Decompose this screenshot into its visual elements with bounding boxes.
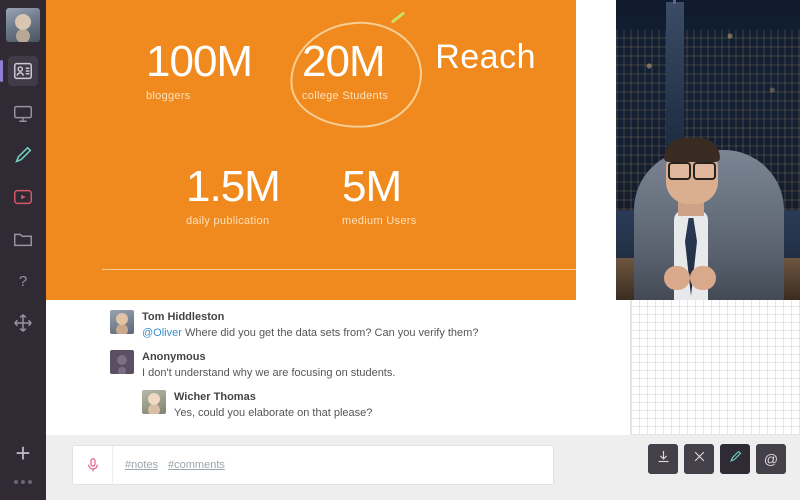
presentation-slide[interactable] [46, 0, 576, 300]
contacts-icon [12, 60, 34, 82]
comment-text [142, 326, 478, 341]
left-sidebar [0, 0, 46, 500]
comment-author: Tom Hiddleston [142, 311, 225, 323]
video-person-glasses [668, 162, 716, 176]
slide-divider [102, 269, 576, 270]
stat-daily-publication [186, 162, 280, 227]
microphone-icon[interactable] [73, 446, 113, 484]
bottom-toolbar [46, 435, 800, 500]
share-icon [12, 312, 34, 334]
stat-label: college Students [302, 90, 389, 102]
presentation-icon [12, 102, 34, 124]
comment-author: Wicher Thomas [174, 391, 256, 403]
sidebar-item-user-avatar[interactable] [6, 8, 40, 42]
comment-body [142, 310, 478, 341]
video-tower [666, 2, 684, 152]
avatar [110, 350, 134, 374]
stat-bloggers [146, 37, 253, 102]
stat-label: bloggers [146, 90, 191, 102]
comment-body [174, 390, 372, 421]
sidebar-item-pen-tool[interactable] [8, 140, 38, 170]
pen-icon [728, 449, 743, 469]
main-stage [46, 0, 800, 500]
stat-number: 1.5M [186, 162, 280, 211]
comment-message: Yes, could you elaborate on that please? [174, 407, 373, 419]
sidebar-item-help[interactable] [8, 266, 38, 296]
video-person-hair [664, 138, 720, 162]
folder-icon [12, 228, 34, 250]
sidebar-item-contacts[interactable] [8, 56, 38, 86]
stat-label: daily publication [186, 215, 270, 227]
notes-grid-panel[interactable] [630, 300, 800, 435]
download-button[interactable] [648, 444, 678, 474]
sidebar-item-presentation[interactable] [8, 98, 38, 128]
pen-button[interactable] [720, 444, 750, 474]
stat-medium-users [342, 162, 417, 227]
avatar [110, 310, 134, 334]
sidebar-item-share[interactable] [8, 308, 38, 338]
sidebar-top-group [0, 0, 46, 344]
stat-number: 5M [342, 162, 402, 211]
comment-composer[interactable] [72, 445, 554, 485]
tag-notes[interactable]: #notes [125, 459, 159, 471]
comment-item[interactable] [142, 390, 630, 421]
sidebar-item-video[interactable] [8, 182, 38, 212]
sidebar-item-files[interactable] [8, 224, 38, 254]
tool-buttons [648, 444, 786, 474]
mention-button[interactable] [756, 444, 786, 474]
slide-heading: Reach [435, 38, 536, 76]
close-button[interactable] [684, 444, 714, 474]
live-video-feed[interactable] [616, 0, 800, 300]
comment-input[interactable] [113, 446, 553, 484]
video-person-hand-left [664, 266, 690, 290]
more-options-icon[interactable] [14, 480, 32, 484]
close-icon [692, 449, 707, 469]
comment-message: Where did you get the data sets from? Can you verify them? [181, 327, 479, 339]
pen-icon [12, 144, 34, 166]
avatar [142, 390, 166, 414]
video-icon [12, 186, 34, 208]
stat-label: medium Users [342, 215, 417, 227]
comment-item[interactable] [110, 310, 630, 341]
question-icon: ? [18, 272, 28, 290]
add-button[interactable]: + [15, 438, 31, 468]
comment-message: I don't understand why we are focusing on students. [142, 367, 396, 379]
stat-college-students [302, 37, 389, 102]
stat-number: 20M [302, 37, 385, 86]
leaf-annotation [391, 11, 405, 23]
comment-body [142, 350, 395, 381]
comments-panel [92, 300, 630, 435]
stat-number: 100M [146, 37, 253, 86]
comment-item[interactable] [110, 350, 630, 381]
at-icon: @ [763, 451, 779, 467]
sidebar-bottom-group [0, 440, 46, 500]
download-icon [656, 449, 671, 469]
video-person-hand-right [690, 266, 716, 290]
comment-author: Anonymous [142, 351, 206, 363]
tag-comments[interactable]: #comments [168, 459, 225, 471]
comment-mention[interactable]: @Oliver [142, 327, 182, 339]
